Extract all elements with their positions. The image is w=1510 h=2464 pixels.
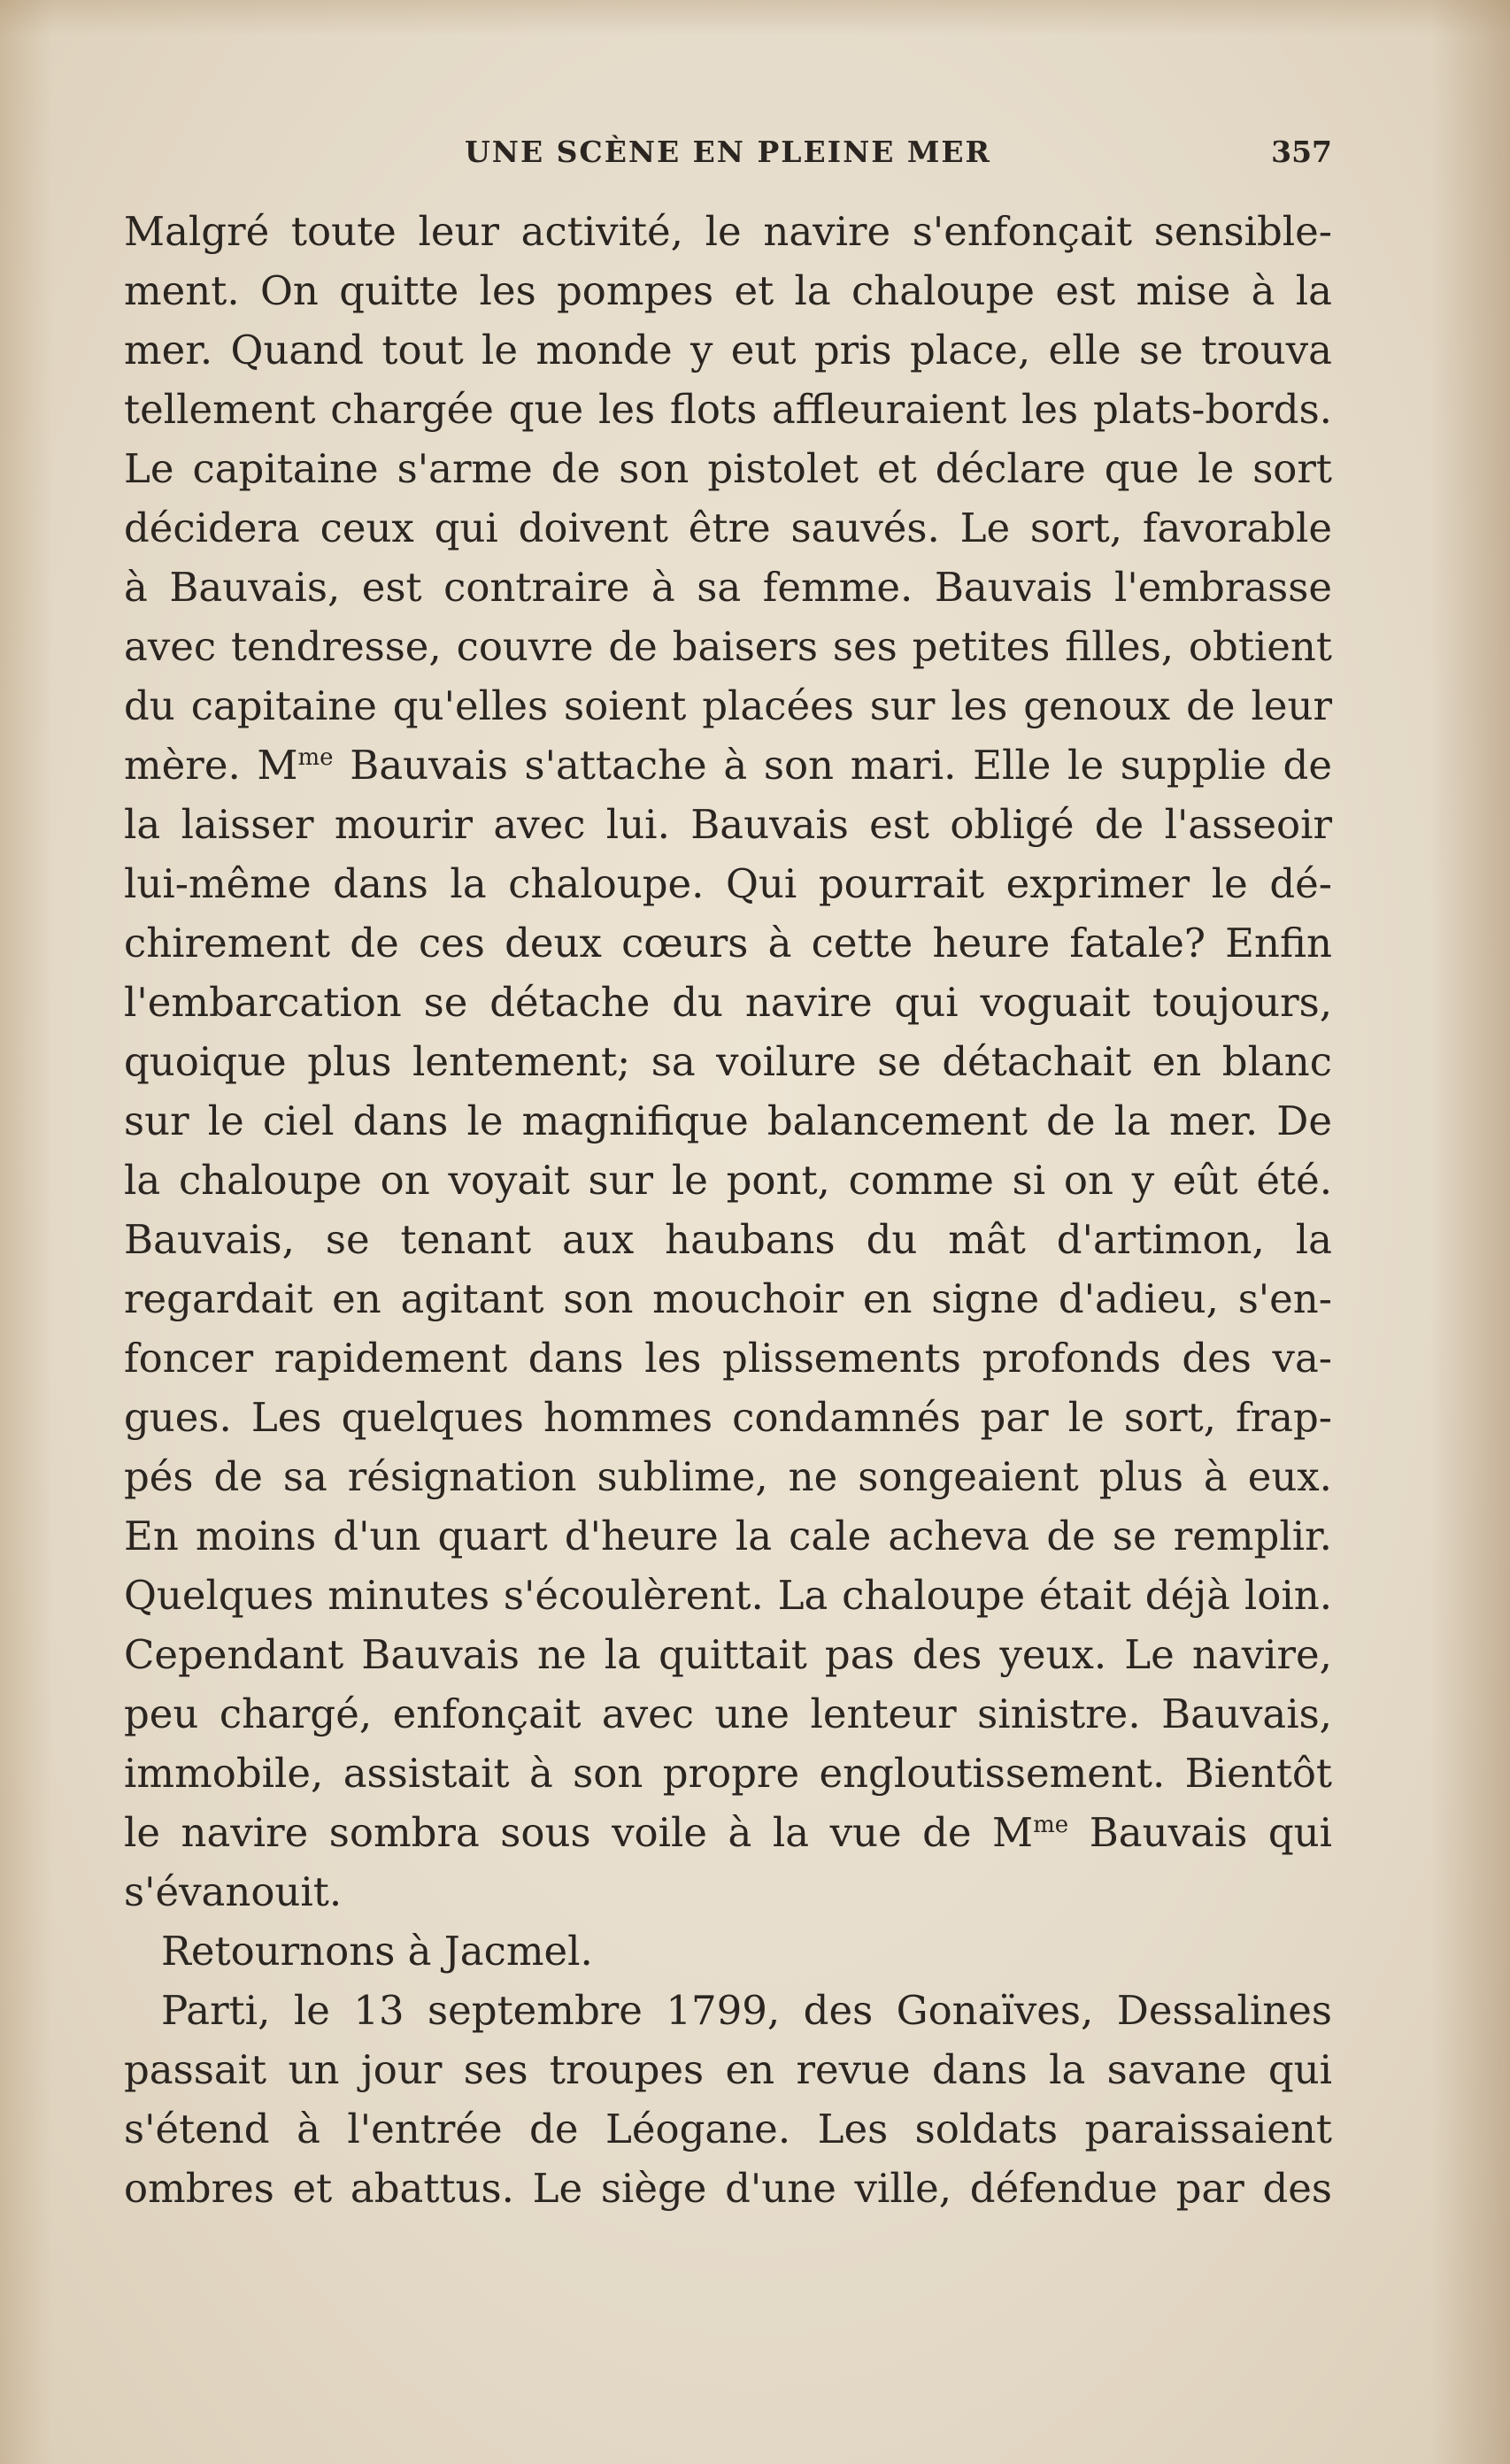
text-line: mère. $M^{me}$ Bauvais s'attache à son mari. Elle le supplie de (124, 742, 1332, 789)
text-line: quoique plus lentement; sa voilure se détachait en blanc (124, 1038, 1332, 1085)
superscript-abbrev: me (297, 744, 334, 771)
text-line: Parti, le 13 septembre 1799, des Gonaïves, Dessalines (161, 1987, 1332, 2034)
text-line: mer. Quand tout le monde y eut pris place, elle se trouva (124, 327, 1332, 373)
text-line: l'embarcation se détache du navire qui voguait toujours, (124, 979, 1332, 1026)
text-line: Retournons à Jacmel. (161, 1928, 593, 1975)
text-line: pés de sa résignation sublime, ne songeaient plus à eux. (124, 1453, 1332, 1500)
text-line: Le capitaine s'arme de son pistolet et déclare que le sort (124, 445, 1332, 492)
page-edge-shadow-right (1430, 0, 1510, 2464)
text-line: gues. Les quelques hommes condamnés par le sort, frap- (124, 1394, 1332, 1441)
text-line: sur le ciel dans le magnifique balancement de la mer. De (124, 1097, 1332, 1144)
body-text (124, 202, 1332, 2218)
text-line: ombres et abattus. Le siège d'une ville, défendue par des (124, 2165, 1332, 2212)
text-line: En moins d'un quart d'heure la cale acheva de se remplir. (124, 1513, 1332, 1559)
text-line: immobile, assistait à son propre engloutissement. Bientôt (124, 1750, 1332, 1797)
text-line: à Bauvais, est contraire à sa femme. Bauvais l'embrasse (124, 564, 1332, 611)
page-number: 357 (1271, 135, 1332, 169)
superscript-abbrev: me (1033, 1812, 1069, 1838)
page-edge-shadow-top (0, 0, 1510, 35)
text-line: le navire sombra sous voile à la vue de $M^{me}$ Bauvais qui (124, 1809, 1332, 1856)
text-line: décidera ceux qui doivent être sauvés. Le sort, favorable (124, 504, 1332, 551)
text-line: la chaloupe on voyait sur le pont, comme si on y eût été. (124, 1157, 1332, 1204)
text-line: ment. On quitte les pompes et la chaloupe est mise à la (124, 267, 1332, 314)
text-line: la laisser mourir avec lui. Bauvais est obligé de l'asseoir (124, 801, 1332, 848)
text-line: lui-même dans la chaloupe. Qui pourrait exprimer le dé- (124, 860, 1332, 907)
text-line: avec tendresse, couvre de baisers ses petites filles, obtient (124, 623, 1332, 670)
text-line: foncer rapidement dans les plissements profonds des va- (124, 1335, 1332, 1382)
text-line: s'évanouit. (124, 1868, 343, 1915)
text-line: tellement chargée que les flots affleuraient les plats-bords. (124, 386, 1332, 433)
page-edge-shadow-left (0, 0, 53, 2464)
running-title: UNE SCÈNE EN PLEINE MER (465, 135, 991, 169)
text-line: Bauvais, se tenant aux haubans du mât d'artimon, la (124, 1216, 1332, 1263)
text-line: du capitaine qu'elles soient placées sur les genoux de leur (124, 682, 1332, 729)
text-line: s'étend à l'entrée de Léogane. Les soldats paraissaient (124, 2106, 1332, 2152)
text-line: Cependant Bauvais ne la quittait pas des yeux. Le navire, (124, 1631, 1332, 1678)
text-line: Malgré toute leur activité, le navire s'enfonçait sensible- (124, 208, 1332, 255)
text-line: peu chargé, enfonçait avec une lenteur sinistre. Bauvais, (124, 1690, 1332, 1737)
text-line: chirement de ces deux cœurs à cette heure fatale? Enfin (124, 920, 1332, 966)
text-line: passait un jour ses troupes en revue dans la savane qui (124, 2046, 1332, 2093)
text-line: regardait en agitant son mouchoir en signe d'adieu, s'en- (124, 1275, 1332, 1322)
page-header (124, 135, 1332, 179)
text-line: Quelques minutes s'écoulèrent. La chaloupe était déjà loin. (124, 1572, 1332, 1619)
